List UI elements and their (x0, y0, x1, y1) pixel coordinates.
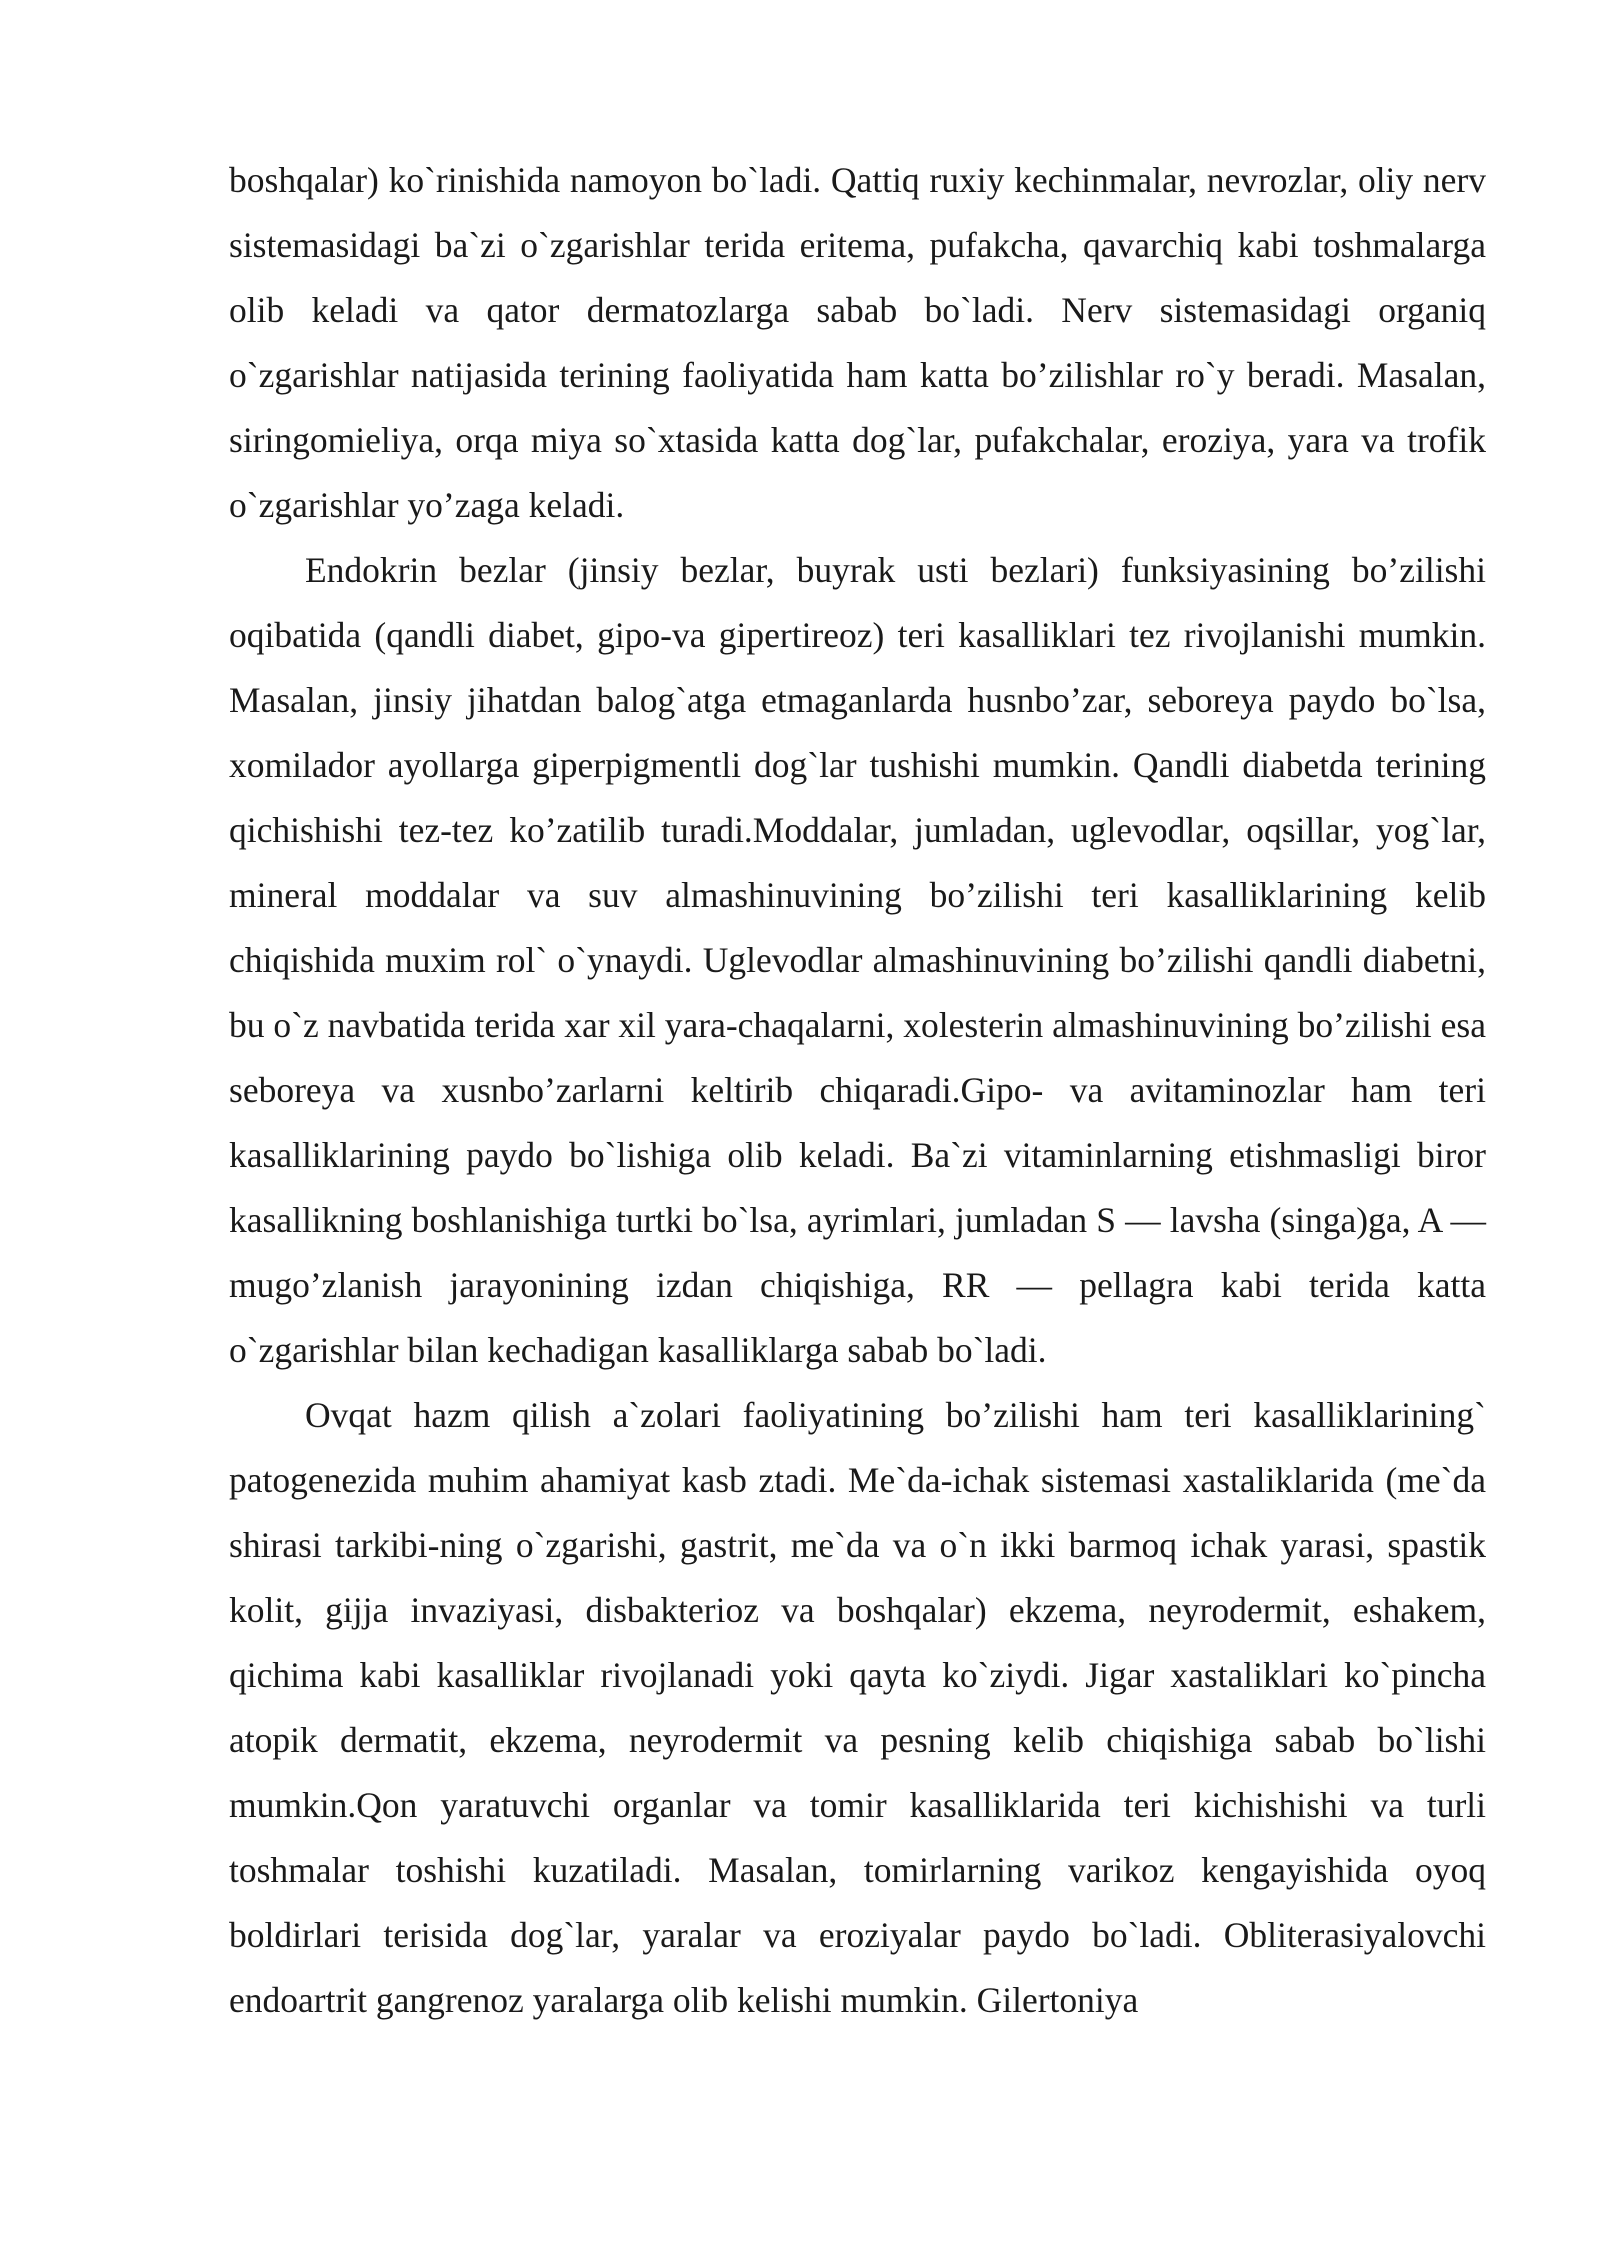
document-body (229, 148, 1486, 2033)
paragraph-3: Ovqat hazm qilish a`zolari faoliyatining bo’zilishi ham teri kasalliklarining` patogenezida muhim ahamiyat kasb ztadi. Me`da-ichak sistemasi xastaliklarida (me`da shirasi tarkibi-ning o`zgarishi, gastrit, me`da va o`n ikki barmoq ichak yarasi, spastik kolit, gijja invaziyasi, disbakterioz va boshqalar) ekzema, neyrodermit, eshakem, qichima kabi kasalliklar rivojlanadi yoki qayta ko`ziydi. Jigar xastaliklari ko`pincha atopik dermatit, ekzema, neyrodermit va pesning kelib chiqishiga sabab bo`lishi mumkin.Qon yaratuvchi organlar va tomir kasalliklarida teri kichishishi va turli toshmalar toshishi kuzatiladi. Masalan, tomirlarning varikoz kengayishida oyoq boldirlari terisida dog`lar, yaralar va eroziyalar paydo bo`ladi. Obliterasiyalovchi endoartrit gangrenoz yaralarga olib kelishi mumkin. Gilertoniya (229, 1395, 1486, 2020)
paragraph-2: Endokrin bezlar (jinsiy bezlar, buyrak usti bezlari) funksiyasining bo’zilishi oqibatida (qandli diabet, gipo-va gipertireoz) teri kasalliklari tez rivojlanishi mumkin. Masalan, jinsiy jihatdan balog`atga etmaganlarda husnbo’zar, seboreya paydo bo`lsa, xomilador ayollarga giperpigmentli dog`lar tushishi mumkin. Qandli diabetda terining qichishishi tez-tez ko’zatilib turadi.Moddalar, jumladan, uglevodlar, oqsillar, yog`lar, mineral moddalar va suv almashinuvining bo’zilishi teri kasalliklarining kelib chiqishida muxim rol` o`ynaydi. Uglevodlar almashinuvining bo’zilishi qandli diabetni, bu o`z navbatida terida xar xil yara-chaqalarni, xolesterin almashinuvining bo’zilishi esa seboreya va xusnbo’zarlarni keltirib chiqaradi.Gipo- va avitaminozlar ham teri kasalliklarining paydo bo`lishiga olib keladi. Ba`zi vitaminlarning etishmasligi biror kasallikning boshlanishiga turtki bo`lsa, ayrimlari, jumladan S — lavsha (singa)ga, A — mugo’zlanish jarayonining izdan chiqishiga, RR — pellagra kabi terida katta o`zgarishlar bilan kechadigan kasalliklarga sabab bo`ladi. (229, 550, 1486, 1370)
paragraph-1: boshqalar) ko`rinishida namoyon bo`ladi. Qattiq ruxiy kechinmalar, nevrozlar, oliy nerv sistemasidagi ba`zi o`zgarishlar terida eritema, pufakcha, qavarchiq kabi toshmalarga olib keladi va qator dermatozlarga sabab bo`ladi. Nerv sistemasidagi organiq o`zgarishlar natijasida terining faoliyatida ham katta bo’zilishlar ro`y beradi. Masalan, siringomieliya, orqa miya so`xtasida katta dog`lar, pufakchalar, eroziya, yara va trofik o`zgarishlar yo’zaga keladi. (229, 160, 1486, 525)
